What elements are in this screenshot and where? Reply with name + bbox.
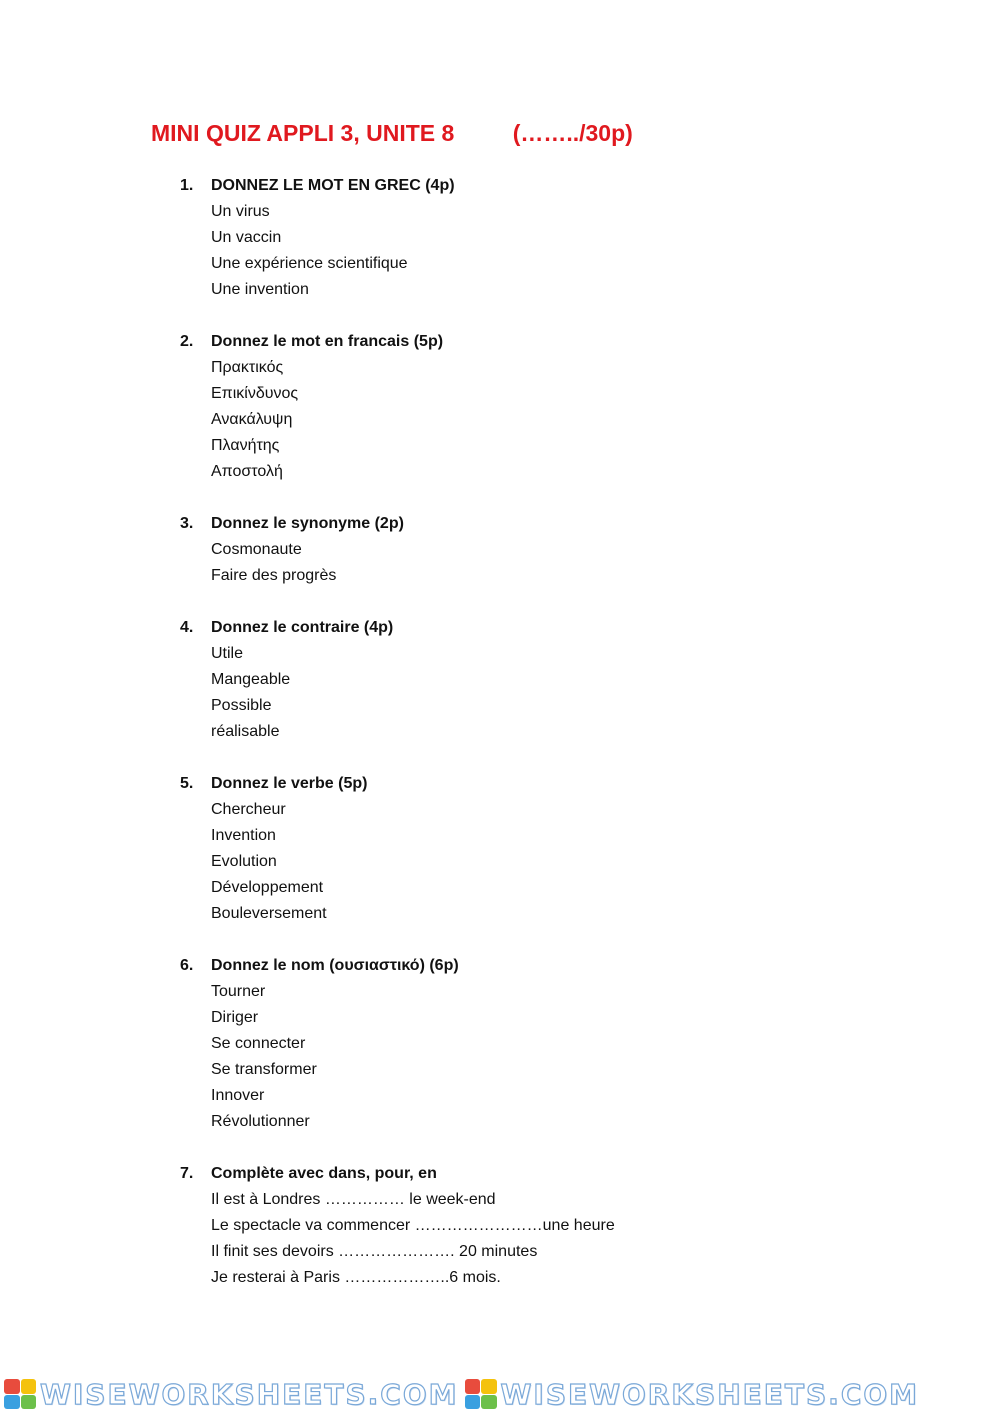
question-item: Invention <box>211 827 276 844</box>
question-item: Πρακτικός <box>211 359 284 376</box>
question-item: Un virus <box>211 203 270 220</box>
question-item: Αποστολή <box>211 463 283 480</box>
question-items <box>211 537 880 589</box>
question-item: Une invention <box>211 281 309 298</box>
quiz-title-text: MINI QUIZ APPLI 3, UNITE 8 <box>151 120 455 146</box>
question-item: Ανακάλυψη <box>211 411 293 428</box>
question-section <box>180 771 880 927</box>
question-item: Tourner <box>211 983 266 1000</box>
question-items <box>211 1187 880 1291</box>
watermark-footer <box>0 1376 1000 1412</box>
question-section <box>180 615 880 745</box>
quiz-title <box>151 120 633 147</box>
question-section <box>180 511 880 589</box>
question-item: Il finit ses devoirs …………………. 20 minutes <box>211 1243 538 1260</box>
question-heading-text: Donnez le synonyme (2p) <box>211 515 404 532</box>
watermark-text: WISEWORKSHEETS.COM <box>40 1377 459 1411</box>
question-item: Πλανήτης <box>211 437 280 454</box>
question-number: 5. <box>180 775 194 792</box>
question-item: Il est à Londres …………… le week-end <box>211 1191 496 1208</box>
question-section <box>180 173 880 303</box>
quiz-score: (……../30p) <box>512 120 633 146</box>
question-number: 4. <box>180 619 194 636</box>
question-items <box>211 979 880 1135</box>
question-heading-text: DONNEZ LE MOT EN GREC (4p) <box>211 177 455 194</box>
question-number: 2. <box>180 333 194 350</box>
question-heading-text: Complète avec dans, pour, en <box>211 1165 437 1182</box>
question-heading-text: Donnez le mot en francais (5p) <box>211 333 444 350</box>
question-item: Επικίνδυνος <box>211 385 299 402</box>
question-item: Un vaccin <box>211 229 282 246</box>
question-item: Se transformer <box>211 1061 317 1078</box>
question-item: Je resterai à Paris ………………..6 mois. <box>211 1269 501 1286</box>
question-section <box>180 1161 880 1291</box>
question-item: Diriger <box>211 1009 259 1026</box>
question-item: Une expérience scientifique <box>211 255 408 272</box>
question-items <box>211 199 880 303</box>
question-item: Mangeable <box>211 671 291 688</box>
question-heading-text: Donnez le nom (ουσιαστικό) (6p) <box>211 957 459 974</box>
question-number: 1. <box>180 177 194 194</box>
question-item: Faire des progrès <box>211 567 337 584</box>
question-heading <box>180 1161 880 1187</box>
question-item: réalisable <box>211 723 280 740</box>
question-section <box>180 953 880 1135</box>
watermark <box>4 1378 459 1411</box>
question-number: 3. <box>180 515 194 532</box>
wiseworksheets-logo-icon <box>4 1379 36 1409</box>
question-item: Utile <box>211 645 244 662</box>
watermark <box>465 1378 920 1411</box>
question-heading <box>180 953 880 979</box>
wiseworksheets-logo-icon <box>465 1379 497 1409</box>
question-item: Développement <box>211 879 324 896</box>
question-item: Bouleversement <box>211 905 327 922</box>
question-number: 7. <box>180 1165 194 1182</box>
question-item: Révolutionner <box>211 1113 310 1130</box>
question-section <box>180 329 880 485</box>
question-heading <box>180 173 880 199</box>
question-items <box>211 355 880 485</box>
question-item: Se connecter <box>211 1035 306 1052</box>
question-heading-text: Donnez le verbe (5p) <box>211 775 368 792</box>
question-heading-text: Donnez le contraire (4p) <box>211 619 394 636</box>
question-items <box>211 641 880 745</box>
question-list <box>180 173 880 1317</box>
question-item: Chercheur <box>211 801 286 818</box>
question-item: Innover <box>211 1087 265 1104</box>
watermark-text: WISEWORKSHEETS.COM <box>500 1377 920 1411</box>
question-heading <box>180 511 880 537</box>
question-item: Possible <box>211 697 272 714</box>
question-items <box>211 797 880 927</box>
question-heading <box>180 771 880 797</box>
question-item: Evolution <box>211 853 277 870</box>
question-item: Cosmonaute <box>211 541 302 558</box>
question-item: Le spectacle va commencer ……………………une heure <box>211 1217 615 1234</box>
question-heading <box>180 615 880 641</box>
question-heading <box>180 329 880 355</box>
question-number: 6. <box>180 957 194 974</box>
